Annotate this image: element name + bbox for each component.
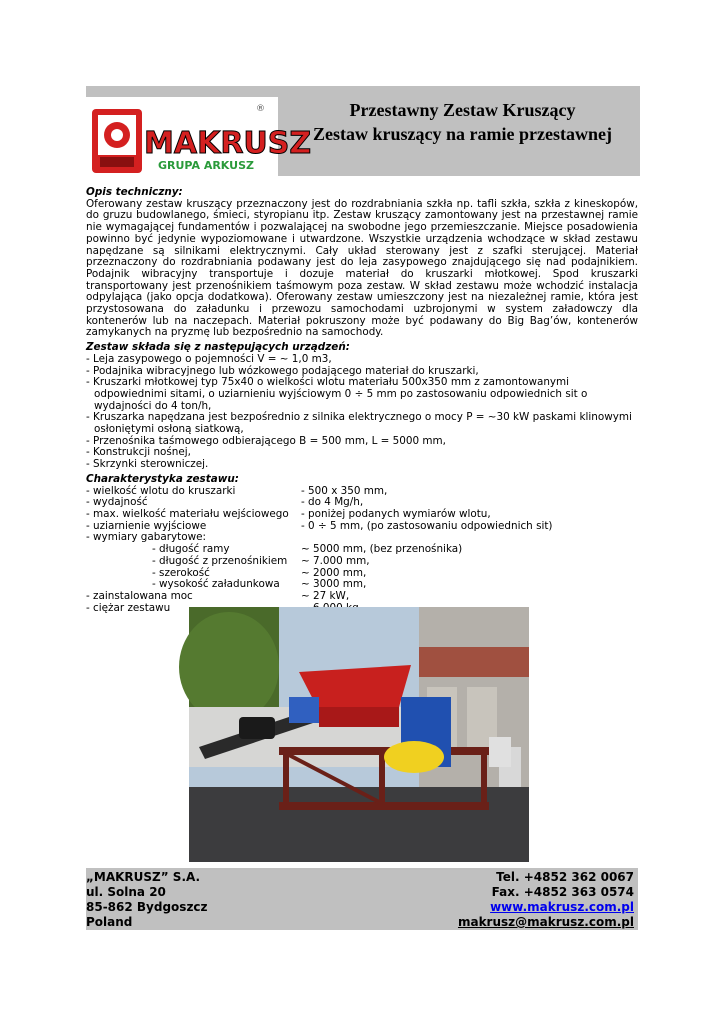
logo-graphic (86, 97, 312, 179)
list-item: - Leja zasypowego o pojemności V = ~ 1,0 m3, (86, 352, 332, 365)
title-block (290, 99, 635, 145)
list-item: - Podajnika wibracyjnego lub wózkowego podającego materiał do kruszarki, (86, 364, 479, 377)
street: ul. Solna 20 (86, 885, 166, 899)
spec-label: - wysokość załadunkowa (152, 578, 280, 591)
crusher-machine-illustration (189, 607, 529, 862)
list-item: - Skrzynki sterowniczej. (86, 458, 209, 471)
logo-subtext: GRUPA ARKUSZ (158, 159, 254, 172)
phone: Tel. +4852 362 0067 (496, 870, 634, 884)
spec-label: - wymiary gabarytowe: (86, 531, 206, 544)
spec-value: - poniżej podanych wymiarów wlotu, (301, 507, 491, 520)
spec-row (86, 509, 638, 521)
list-item: - Konstrukcji nośnej, (86, 446, 191, 459)
logo-wordmark: MAKRUSZ (144, 126, 312, 161)
product-photo (189, 607, 529, 862)
spec-row (86, 591, 638, 603)
document-subtitle: Zestaw kruszący na ramie przestawnej (313, 124, 612, 144)
spec-value: - 0 ÷ 5 mm, (po zastosowaniu odpowiednich sit) (301, 519, 553, 532)
spec-value: - 500 x 350 mm, (301, 484, 388, 497)
spec-value: ~ 2000 mm, (301, 566, 367, 579)
spec-label: - szerokość (152, 566, 210, 579)
description-text: Oferowany zestaw kruszący przeznaczony jest do rozdrabniania szkła np. tafli szkła, szkła z kineskopów, do gruzu budowlanego, śmieci, styropianu itp. Zestaw kruszący zamontowany jest na przestawnej ramie nie wymagającej fundamentów i pozwalającej na swobodne jego przemieszczanie. Miejsce posadowienia powinno być jedynie wypoziomowane i utwardzone. Wszystkie urządzenia wchodzące w skład zestawu napędzane są silnikami elektrycznymi. Cały układ sterowany jest z szafki sterującej. Materiał przeznaczony do rozdrabniania podawany jest do leja zasypowego znajdującego się nad podajnikiem. Podajnik wibracyjny transportuje i dozuje materiał do kruszarki młotkowej. Spod kruszarki transportowany jest przenośnikiem taśmowym poza zestaw. W skład zestawu może wchodzić instalacja odpylająca (jako opcja dodatkowa). Oferowany zestaw umieszczony jest na niezależnej ramie, która jest przystosowana do załadunku i przewozu samochodami uzbrojonymi w system załadowczy dla kontenerów lub na naczepach. Materiał pokruszony może być podawany do Big Bag’ów, kontenerów zamykanych na pryzmę lub bezpośrednio na samochody. (86, 197, 638, 339)
spec-value: ~ 7.000 mm, (301, 554, 370, 567)
spec-label: - wielkość wlotu do kruszarki (86, 484, 236, 497)
company-name: „MAKRUSZ” S.A. (86, 870, 201, 884)
spec-label: - wydajność (86, 496, 148, 509)
footer-contact (458, 870, 634, 930)
spec-value: ~ 5000 mm, (bez przenośnika) (301, 543, 463, 556)
components-list (86, 354, 638, 471)
footer (86, 868, 638, 930)
spec-value: - do 4 Mg/h, (301, 496, 364, 509)
footer-address (86, 870, 208, 930)
email-link[interactable]: makrusz@makrusz.com.pl (457, 915, 634, 929)
spec-row (86, 556, 638, 568)
registered-mark: ® (256, 104, 265, 114)
spec-label: - długość z przenośnikiem (152, 554, 288, 567)
country: Poland (86, 915, 133, 929)
company-logo (86, 97, 312, 179)
fax: Fax. +4852 363 0574 (491, 885, 634, 899)
spec-label: - długość ramy (152, 543, 230, 556)
spec-label: - max. wielkość materiału wejściowego (86, 507, 289, 520)
website-link[interactable]: www.makrusz.com.pl (490, 900, 634, 914)
spec-label: - uziarnienie wyjściowe (86, 519, 207, 532)
spec-value: ~ 27 kW, (301, 589, 350, 602)
list-item: - Kruszarka napędzana jest bezpośrednio z silnika elektrycznego o mocy P = ~30 kW paskami klinowymi osłoniętymi osłoną siatkową, (86, 411, 632, 436)
description-heading: Opis techniczny: (86, 186, 183, 198)
spec-label: - ciężar zestawu (86, 601, 171, 614)
list-item: - Przenośnika taśmowego odbierającego B = 500 mm, L = 5000 mm, (86, 434, 446, 447)
list-item: - Kruszarki młotkowej typ 75x40 o wielkości wlotu materiału 500x350 mm z zamontowanymi odpowiednimi sitami, o uziarnieniu wyjściowym 0 ÷ 5 mm po zastosowaniu odpowiednich sit o wydajności do 4 ton/h, (86, 376, 588, 412)
content (86, 187, 638, 614)
specs-table (86, 486, 638, 615)
spec-value: ~ 3000 mm, (301, 578, 367, 591)
components-heading: Zestaw składa się z następujących urządzeń: (86, 341, 350, 354)
specs-heading: Charakterystyka zestawu: (86, 472, 239, 485)
document-title: Przestawny Zestaw Kruszący (349, 100, 576, 120)
spec-label: - zainstalowana moc (86, 589, 193, 602)
city: 85-862 Bydgoszcz (86, 900, 208, 914)
